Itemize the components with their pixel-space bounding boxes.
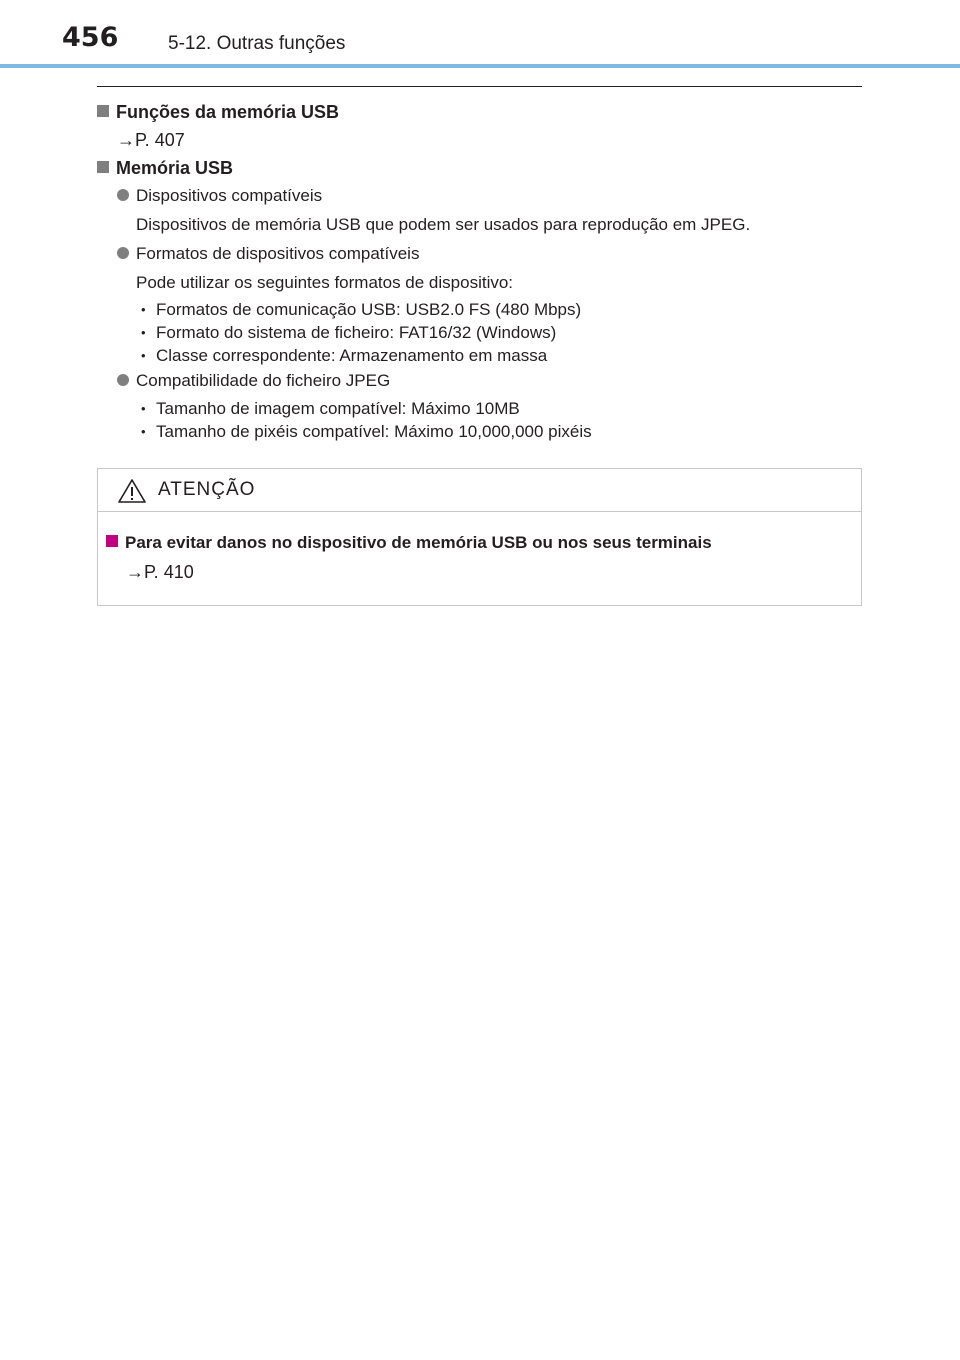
section-heading-usb-functions: Funções da memória USB [97, 98, 862, 126]
attention-title: ATENÇÃO [158, 479, 256, 500]
page-reference-link[interactable]: →P. 407 [117, 130, 185, 150]
attention-body [98, 512, 861, 586]
warning-triangle-icon [117, 478, 147, 504]
attention-header [98, 469, 861, 512]
item-compatible-devices: Dispositivos compatíveis [97, 182, 862, 210]
list-item: • Formatos de comunicação USB: USB2.0 FS (480 Mbps) [141, 298, 862, 321]
page-number: 456 [62, 22, 119, 53]
main-content [97, 98, 862, 443]
attention-heading: Para evitar danos no dispositivo de memória USB ou nos seus terminais [106, 528, 861, 558]
content-top-rule [97, 86, 862, 87]
chapter-title: 5-12. Outras funções [168, 33, 346, 54]
format-list [97, 298, 862, 367]
item-description: Pode utilizar os seguintes formatos de dispositivo: [136, 273, 514, 292]
attention-box [97, 468, 862, 606]
section-heading-usb-memory: Memória USB [97, 154, 862, 182]
square-bullet-icon [97, 105, 109, 117]
list-item: • Tamanho de imagem compatível: Máximo 10MB [141, 397, 862, 420]
item-jpeg-compatibility: Compatibilidade do ficheiro JPEG [97, 367, 862, 395]
round-bullet-icon [117, 189, 129, 201]
square-bullet-icon [106, 535, 118, 547]
round-bullet-icon [117, 374, 129, 386]
header-rule [0, 64, 960, 68]
page-reference-link[interactable]: →P. 410 [126, 562, 194, 582]
square-bullet-icon [97, 161, 109, 173]
jpeg-list [97, 397, 862, 443]
round-bullet-icon [117, 247, 129, 259]
list-item: • Classe correspondente: Armazenamento em massa [141, 344, 862, 367]
list-item: • Tamanho de pixéis compatível: Máximo 10,000,000 pixéis [141, 420, 862, 443]
list-item: • Formato do sistema de ficheiro: FAT16/32 (Windows) [141, 321, 862, 344]
item-device-formats: Formatos de dispositivos compatíveis [97, 240, 862, 268]
item-description: Dispositivos de memória USB que podem ser usados para reprodução em JPEG. [136, 215, 751, 234]
